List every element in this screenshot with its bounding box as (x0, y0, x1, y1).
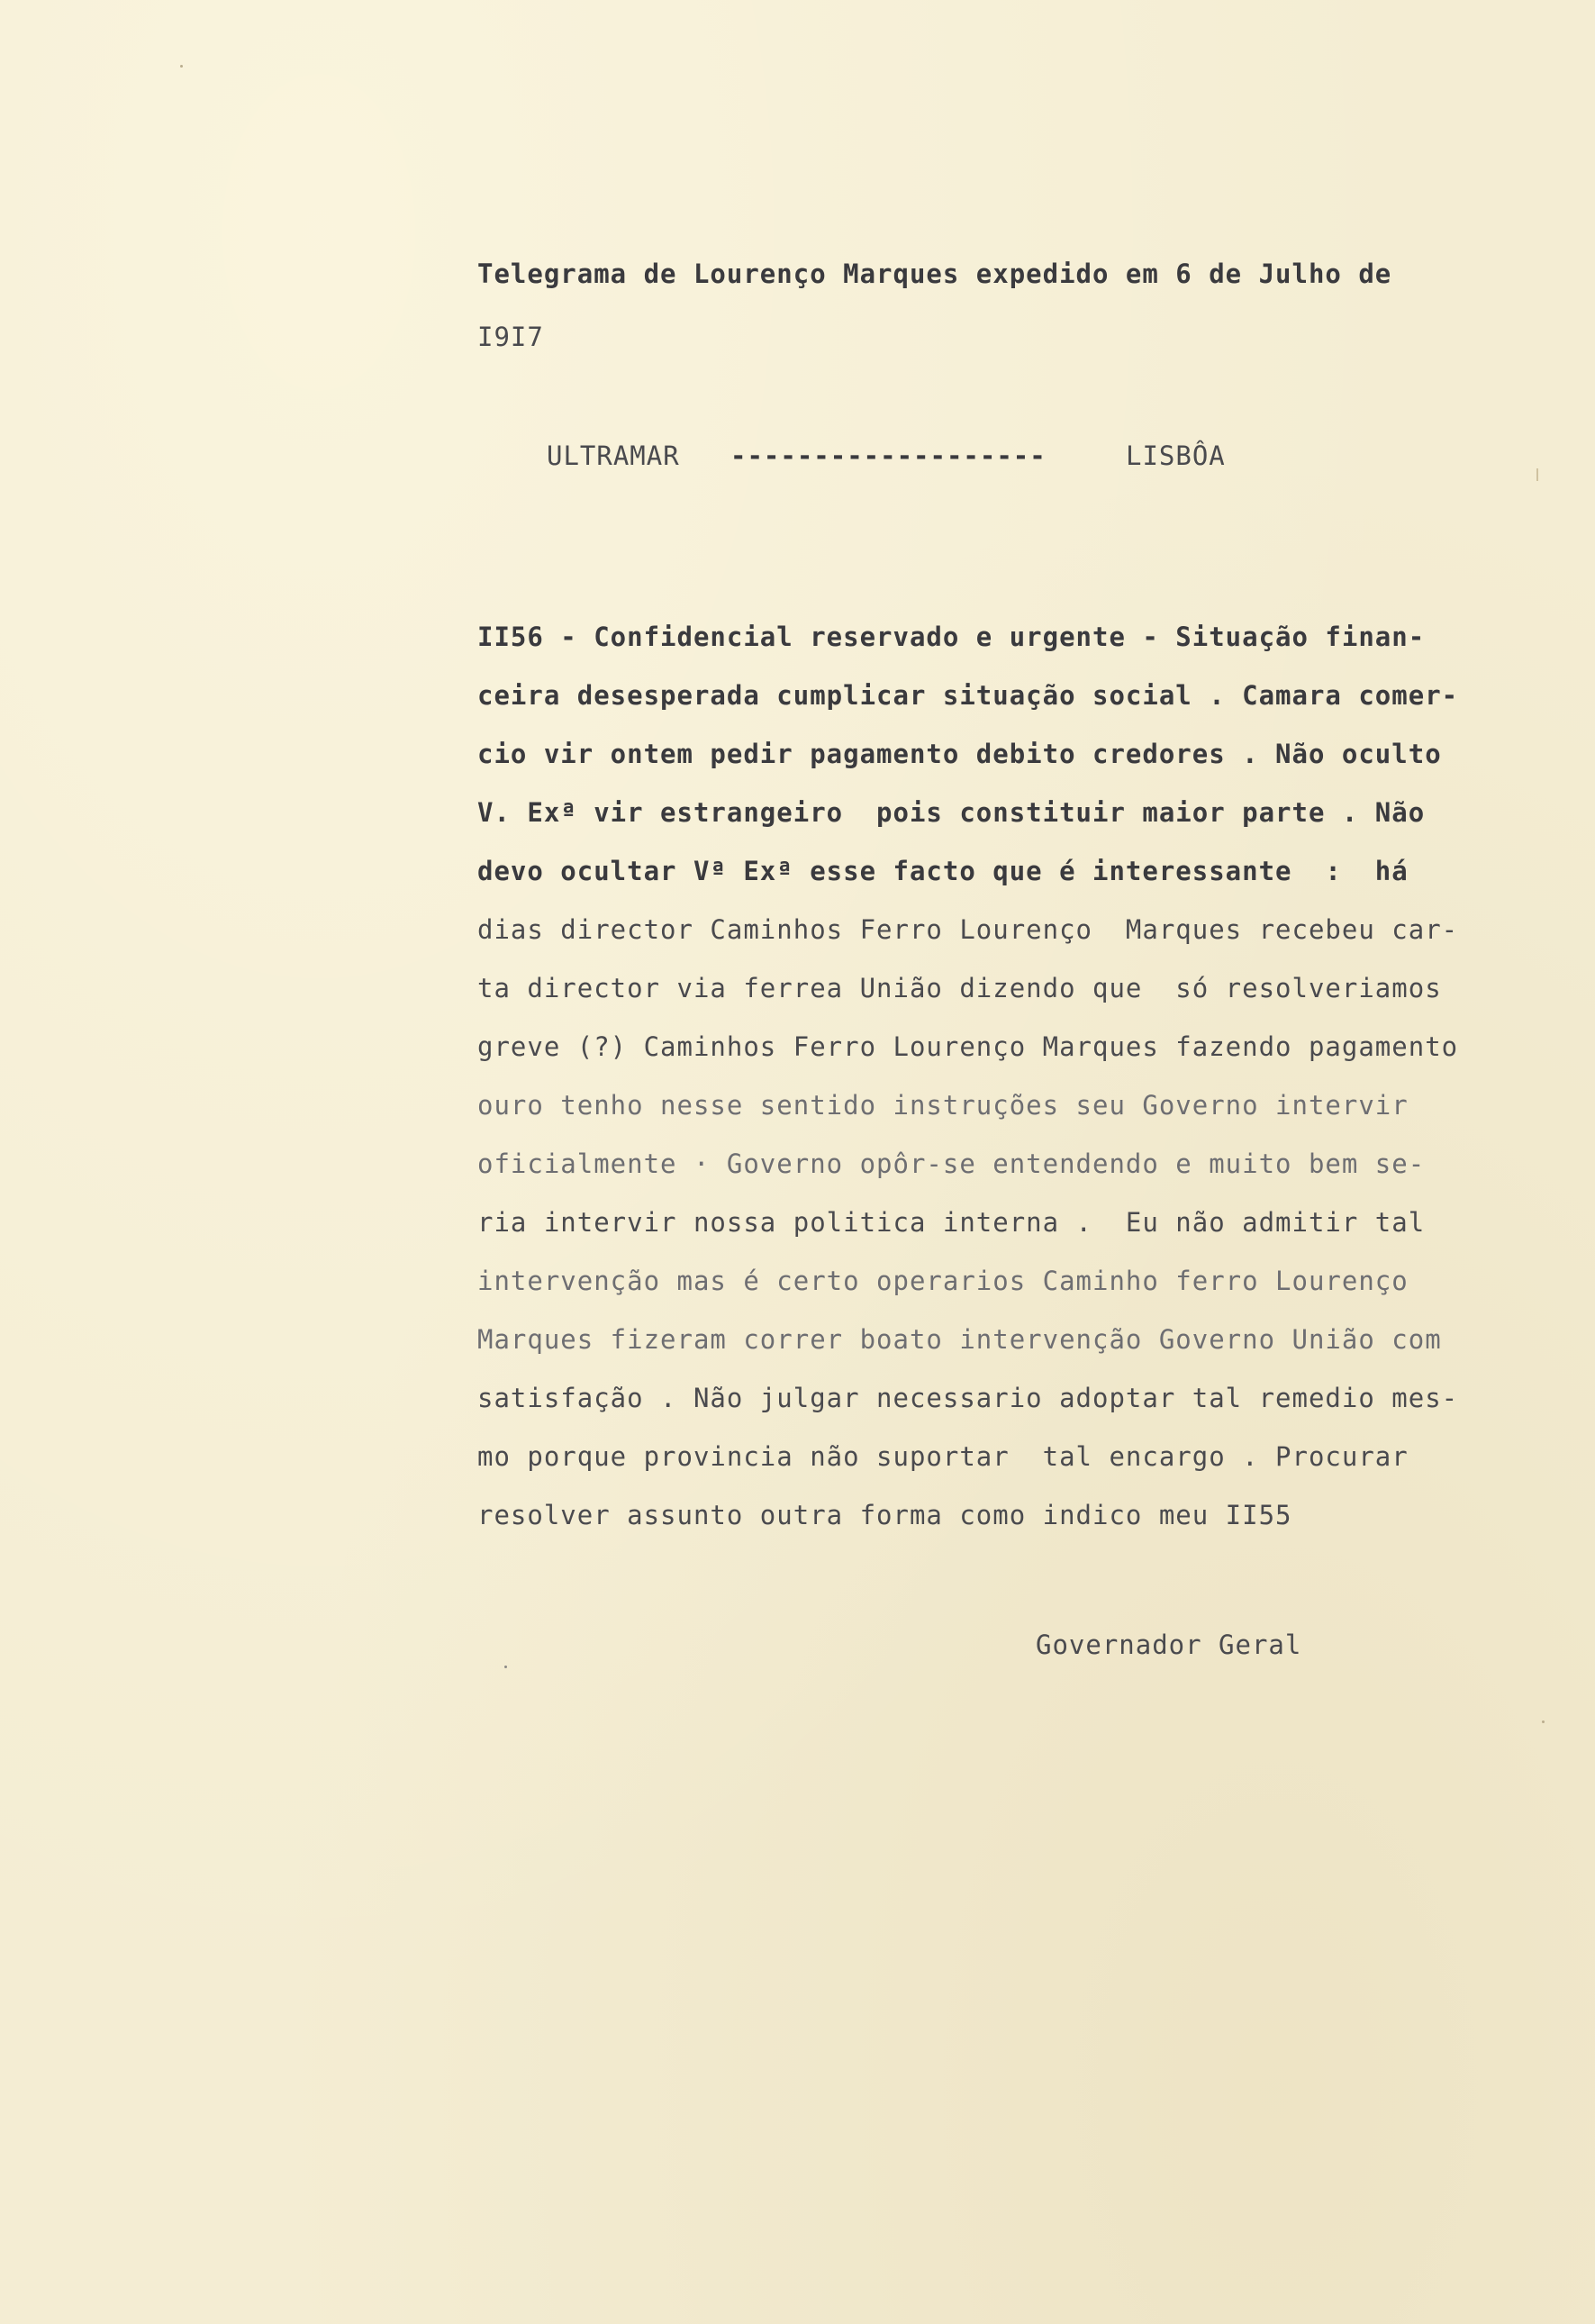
paper-speck (1542, 1720, 1545, 1723)
header-line-1: Telegrama de Lourenço Marques expedido em 6 de Julho de (477, 259, 1392, 289)
body-line: satisfação . Não julgar necessario adoptar tal remedio mes- (477, 1383, 1459, 1413)
body-line: greve (?) Caminhos Ferro Lourenço Marques fazendo pagamento (477, 1031, 1459, 1062)
route-dashes: ------------------- (730, 440, 1047, 471)
body-line: resolver assunto outra forma como indico meu II55 (477, 1500, 1292, 1530)
body-line: Marques fizeram correr boato intervenção Governo União com (477, 1324, 1442, 1355)
body-line: oficialmente · Governo opôr-se entendendo e muito bem se- (477, 1148, 1426, 1179)
body-line: dias director Caminhos Ferro Lourenço Marques recebeu car- (477, 914, 1459, 945)
body-line: ta director via ferrea União dizendo que só resolveriamos (477, 973, 1442, 1003)
body-line: ouro tenho nesse sentido instruções seu Governo intervir (477, 1090, 1409, 1121)
body-line: ria intervir nossa politica interna . Eu não admitir tal (477, 1207, 1426, 1238)
route-destination: LISBÔA (1126, 440, 1226, 471)
paper-mark (1536, 468, 1538, 481)
body-line: devo ocultar Vª Exª esse facto que é interessante : há (477, 856, 1409, 886)
body-line: cio vir ontem pedir pagamento debito credores . Não oculto (477, 739, 1442, 769)
body-line: mo porque provincia não suportar tal encargo . Procurar (477, 1441, 1409, 1472)
paper-speck (504, 1666, 507, 1668)
body-line: V. Exª vir estrangeiro pois constituir maior parte . Não (477, 797, 1426, 828)
body-line: II56 - Confidencial reservado e urgente - Situação finan- (477, 622, 1426, 652)
paper-speck (180, 65, 183, 68)
signature: Governador Geral (1036, 1630, 1302, 1660)
route-origin: ULTRAMAR (547, 440, 680, 471)
body-line: intervenção mas é certo operarios Caminho ferro Lourenço (477, 1266, 1409, 1296)
header-line-2: I9I7 (477, 322, 544, 352)
body-line: ceira desesperada cumplicar situação social . Camara comer- (477, 680, 1459, 711)
